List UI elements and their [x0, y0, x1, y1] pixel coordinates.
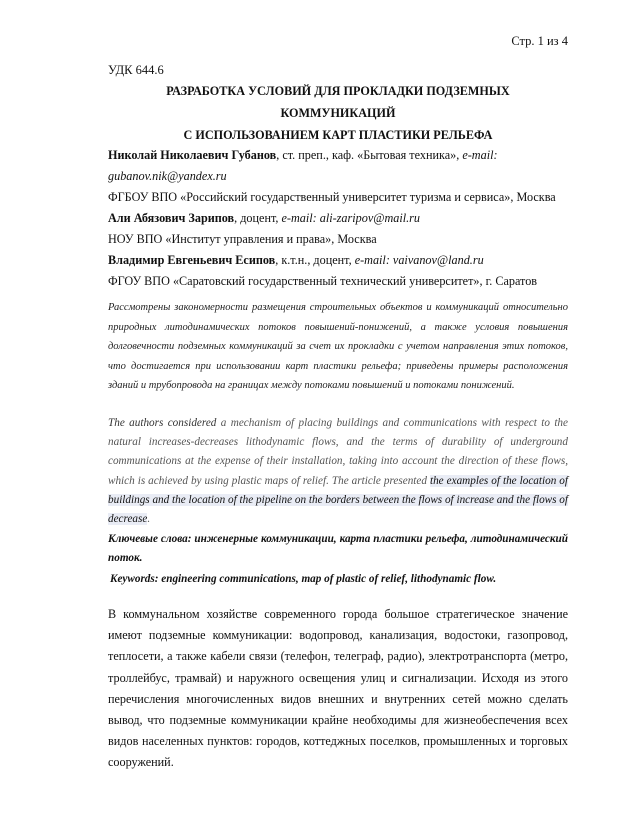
- keywords-russian: Ключевые слова: инженерные коммуникации, карта пластики рельефа, литодинамический поток.: [108, 533, 568, 564]
- page-number: Стр. 1 из 4: [511, 34, 568, 48]
- author-3-line: [108, 250, 568, 271]
- title-line-2: С ИСПОЛЬЗОВАНИЕМ КАРТ ПЛАСТИКИ РЕЛЬЕФА: [183, 128, 493, 142]
- author-3-info: , к.т.н., доцент,: [275, 253, 355, 267]
- keywords-english: Keywords: engineering communications, map of plastic of relief, lithodynamic flow.: [110, 573, 497, 585]
- author-1-info: , ст. преп., каф. «Бытовая техника»,: [276, 148, 463, 162]
- abstract-en-part-2: a mechanism of placing buildings and communications with respect to the natural increases-decreases lithodynamic flows, and the terms of durability of underground communications at the expense of their installation, taking into account the direction of these flows, which is achieved by using plastic maps of relief. The article presented: [108, 417, 568, 487]
- author-2-line: [108, 208, 568, 229]
- abstract-english: [108, 414, 568, 529]
- author-2-email[interactable]: e-mail: ali-zaripov@mail.ru: [281, 211, 420, 225]
- title-line-1: РАЗРАБОТКА УСЛОВИЙ ДЛЯ ПРОКЛАДКИ ПОДЗЕМНЫХ КОММУНИКАЦИЙ: [166, 84, 510, 120]
- author-2-name: Али Абязович Зарипов: [108, 211, 235, 225]
- author-1-org: ФГБОУ ВПО «Российский государственный университет туризма и сервиса», Москва: [108, 190, 556, 204]
- authors-block: [108, 145, 568, 292]
- abstract-en-part-1: The authors considered: [108, 417, 217, 429]
- author-1-email-line: [108, 166, 568, 187]
- body-paragraph: В коммунальном хозяйстве современного города большое стратегическое значение имеют подземные коммуникации: водопровод, канализация, водостоки, газопровод, теплосети, а также кабели связи (телефон, телеграф, радио), электротранспорта (метро, троллейбус, трамвай) и наружного освещения улиц и сигнализации. Исходя из этого перечисления многочисленных видов внешних и внутренних сетей можно сделать вывод, что подземные коммуникации крайне необходимы для жизнеобеспечения всех видов населенных пунктов: городов, коттеджных поселков, промышленных и торговых сооружений.: [108, 607, 568, 770]
- author-1-email-label: e-mail:: [462, 148, 498, 162]
- author-2-info: , доцент,: [234, 211, 282, 225]
- article-title: [108, 80, 568, 146]
- author-3-email[interactable]: e-mail: vaivanov@land.ru: [354, 253, 484, 267]
- author-1-name: Николай Николаевич Губанов: [108, 148, 277, 162]
- abstract-en-selected-text[interactable]: the examples of the location of buildings and the location of the pipeline on the borders between the flows of increase and the flows of decrease: [108, 474, 569, 526]
- author-3-name: Владимир Евгеньевич Есипов: [108, 253, 276, 267]
- author-2-org: НОУ ВПО «Институт управления и права», Москва: [108, 232, 377, 246]
- abstract-en-part-4: .: [147, 513, 151, 526]
- udk-code: УДК 644.6: [108, 63, 164, 77]
- author-1-line: [108, 145, 568, 166]
- author-3-org: ФГОУ ВПО «Саратовский государственный технический университет», г. Саратов: [108, 274, 538, 288]
- abstract-russian: Рассмотрены закономерности размещения строительных объектов и коммуникаций относительно природных литодинамических потоков повышений-понижений, а также условия повышения долговечности подземных коммуникаций за счет их прокладки с учетом направления этих потоков, что достигается при использовании карт пластики рельефа; приведены примеры расположения зданий и трубопровода на границах между потоками повышений и потоками понижений.: [108, 302, 568, 391]
- author-1-email[interactable]: gubanov.nik@yandex.ru: [108, 169, 227, 183]
